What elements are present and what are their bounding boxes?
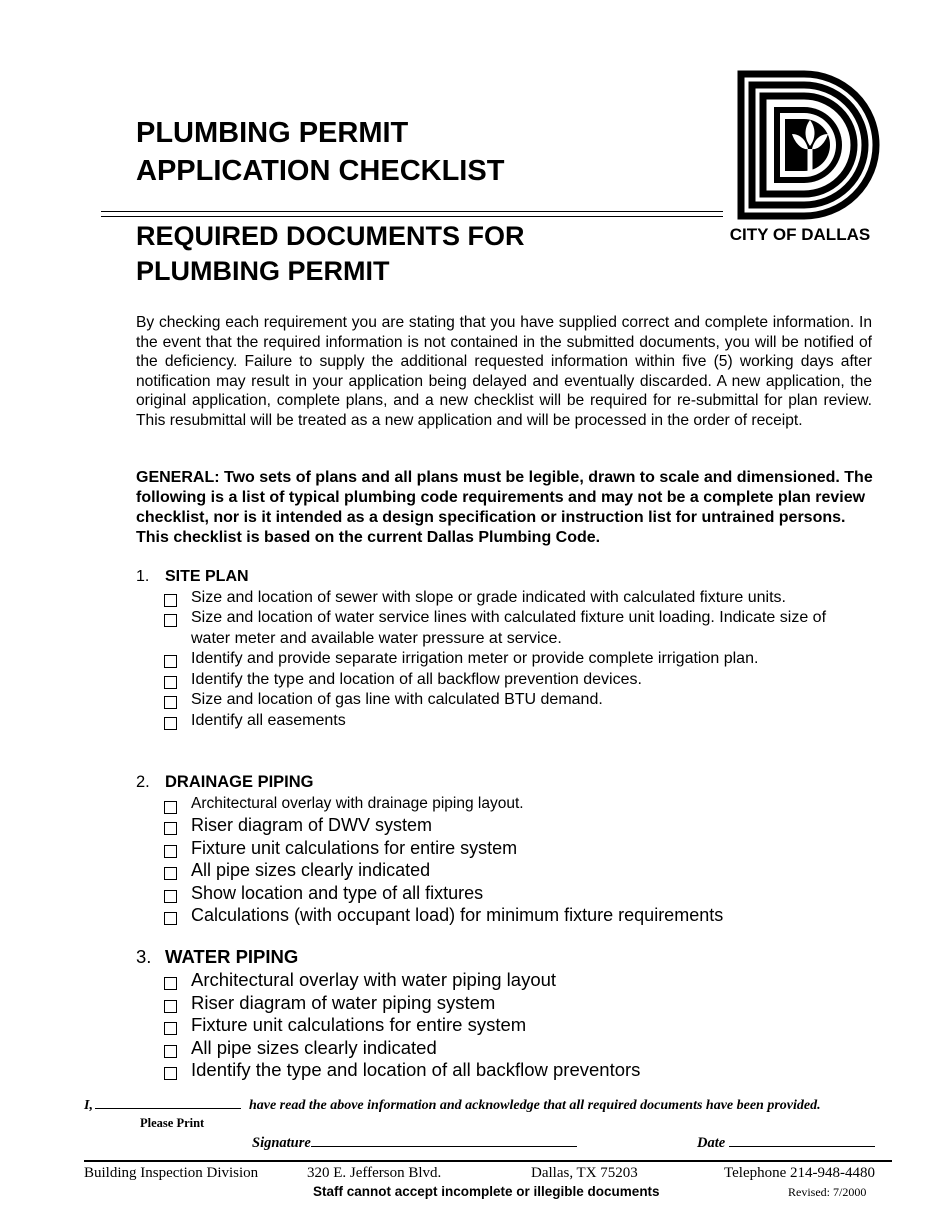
general-paragraph: GENERAL: Two sets of plans and all plans must be legible, drawn to scale and dimensioned. The following is a list of typical plumbing code requirements and may not be a complete plan review checklist, nor is it intended as a design specification or instruction list for untrained persons. This checklist is based on the current Dallas Plumbing Code. [136,469,873,546]
checkbox[interactable] [164,696,177,709]
section-water-piping [136,945,856,1082]
ack-statement: have read the above information and acknowledge that all required documents have been provided. [248,1098,821,1113]
checklist-item-label: Size and location of water service lines with calculated fixture unit loading. Indicate size of water meter and available water pressure at service. [191,609,827,647]
checklist-item-label: Identify the type and location of all backflow preventors [191,1059,641,1080]
ack-prefix: I, [84,1098,93,1113]
subtitle-line-1: REQUIRED DOCUMENTS FOR [136,221,525,251]
section-heading-row [136,771,856,793]
checkbox[interactable] [164,867,177,880]
footer-division: Building Inspection Division [84,1165,259,1181]
please-print-label: Please Print [140,1116,205,1130]
city-label: CITY OF DALLAS [729,225,871,244]
checkbox[interactable] [164,655,177,668]
section-drainage-piping [136,771,856,927]
checklist-item [136,793,856,814]
footer-revised: Revised: 7/2000 [788,1185,867,1199]
checklist-item-label: Size and location of gas line with calculated BTU demand. [191,691,603,708]
checklist-item-label: All pipe sizes clearly indicated [191,860,431,880]
checklist-item-label: Show location and type of all fixtures [191,882,484,903]
checkbox[interactable] [164,1045,177,1058]
section-number: 2. [136,773,150,791]
checklist-item-label: Identify all easements [191,711,346,729]
date-label: Date [697,1135,726,1151]
checklist-item [136,670,856,691]
checkbox[interactable] [164,977,177,990]
checklist-item-label: Identify the type and location of all backflow prevention devices. [191,670,642,688]
checkbox[interactable] [164,1000,177,1013]
checkbox[interactable] [164,676,177,689]
checklist-item [136,969,856,992]
section-number: 1. [136,568,150,585]
checklist-item [136,814,856,837]
checklist-item [136,882,856,905]
checklist-item [136,992,856,1015]
acknowledgment-line [84,1096,884,1114]
checklist-item [136,711,856,732]
footer-city-zip: Dallas, TX 75203 [531,1165,638,1181]
footer-address: 320 E. Jefferson Blvd. [307,1165,442,1181]
checklist-item [136,1059,856,1082]
checkbox[interactable] [164,801,177,814]
checklist-item-label: Calculations (with occupant load) for minimum fixture requirements [191,905,724,925]
checkbox[interactable] [164,890,177,903]
checklist-item [136,859,856,882]
checklist-item-label: Architectural overlay with drainage piping layout. [191,795,524,812]
header-rule [101,211,723,212]
checklist-item [136,649,856,670]
section-title: WATER PIPING [165,946,299,967]
title-line-1: PLUMBING PERMIT [136,117,409,149]
footer-staff-note: Staff cannot accept incomplete or illegible documents [313,1184,660,1199]
checklist-item [136,608,856,649]
checklist [136,969,856,1082]
date-field[interactable] [729,1132,875,1147]
title-line-2: APPLICATION CHECKLIST [136,155,505,187]
checkbox[interactable] [164,717,177,730]
page-title [136,114,504,190]
section-heading [136,219,525,289]
checklist-item-label: Architectural overlay with water piping layout [191,969,557,990]
checklist [136,793,856,927]
section-heading-row [136,567,856,588]
checkbox[interactable] [164,822,177,835]
section-site-plan [136,567,856,731]
signature-field[interactable] [311,1132,577,1147]
name-field[interactable] [95,1096,241,1109]
checklist-item-label: All pipe sizes clearly indicated [191,1036,437,1058]
checklist-item [136,690,856,711]
checklist-item [136,1037,856,1060]
checkbox[interactable] [164,912,177,925]
signature-label: Signature [252,1135,311,1151]
checklist-item-label: Identify and provide separate irrigation meter or provide complete irrigation plan. [191,650,759,667]
checklist-item-label: Riser diagram of DWV system [191,815,433,835]
section-title: DRAINAGE PIPING [165,773,314,791]
checklist-item-label: Fixture unit calculations for entire system [191,1014,527,1035]
signature-row [252,1132,577,1152]
footer-rule [84,1160,892,1162]
checklist-item-label: Riser diagram of water piping system [191,991,496,1013]
intro-paragraph: By checking each requirement you are stating that you have supplied correct and complete information. In the event that the required information is not contained in the submitted documents, you will be notified of the deficiency. Failure to supply the additional requested information within five (5) working days after notification may result in your application being delayed and eventually discarded. A new application, the original application, complete plans, and a new checklist will be required for re-submittal for plan review. This resubmittal will be treated as a new application and will be processed in the order of receipt. [136,314,872,429]
section-number: 3. [136,946,152,967]
subtitle-line-2: PLUMBING PERMIT [136,256,390,286]
header-rule-secondary [101,216,723,217]
checklist [136,588,856,732]
checklist-item [136,1014,856,1037]
checkbox[interactable] [164,1067,177,1080]
date-row [697,1132,875,1152]
checklist-item-label: Size and location of sewer with slope or grade indicated with calculated fixture units. [191,588,786,606]
checklist-item-label: Fixture unit calculations for entire system [191,837,518,858]
footer-telephone: Telephone 214-948-4480 [724,1165,875,1181]
checkbox[interactable] [164,845,177,858]
checklist-item [136,588,856,609]
checklist-item [136,904,856,927]
checkbox[interactable] [164,594,177,607]
city-of-dallas-logo-icon [732,70,888,220]
checklist-item [136,837,856,860]
section-title: SITE PLAN [165,568,249,585]
section-heading-row [136,945,856,969]
checkbox[interactable] [164,1022,177,1035]
checkbox[interactable] [164,614,177,627]
